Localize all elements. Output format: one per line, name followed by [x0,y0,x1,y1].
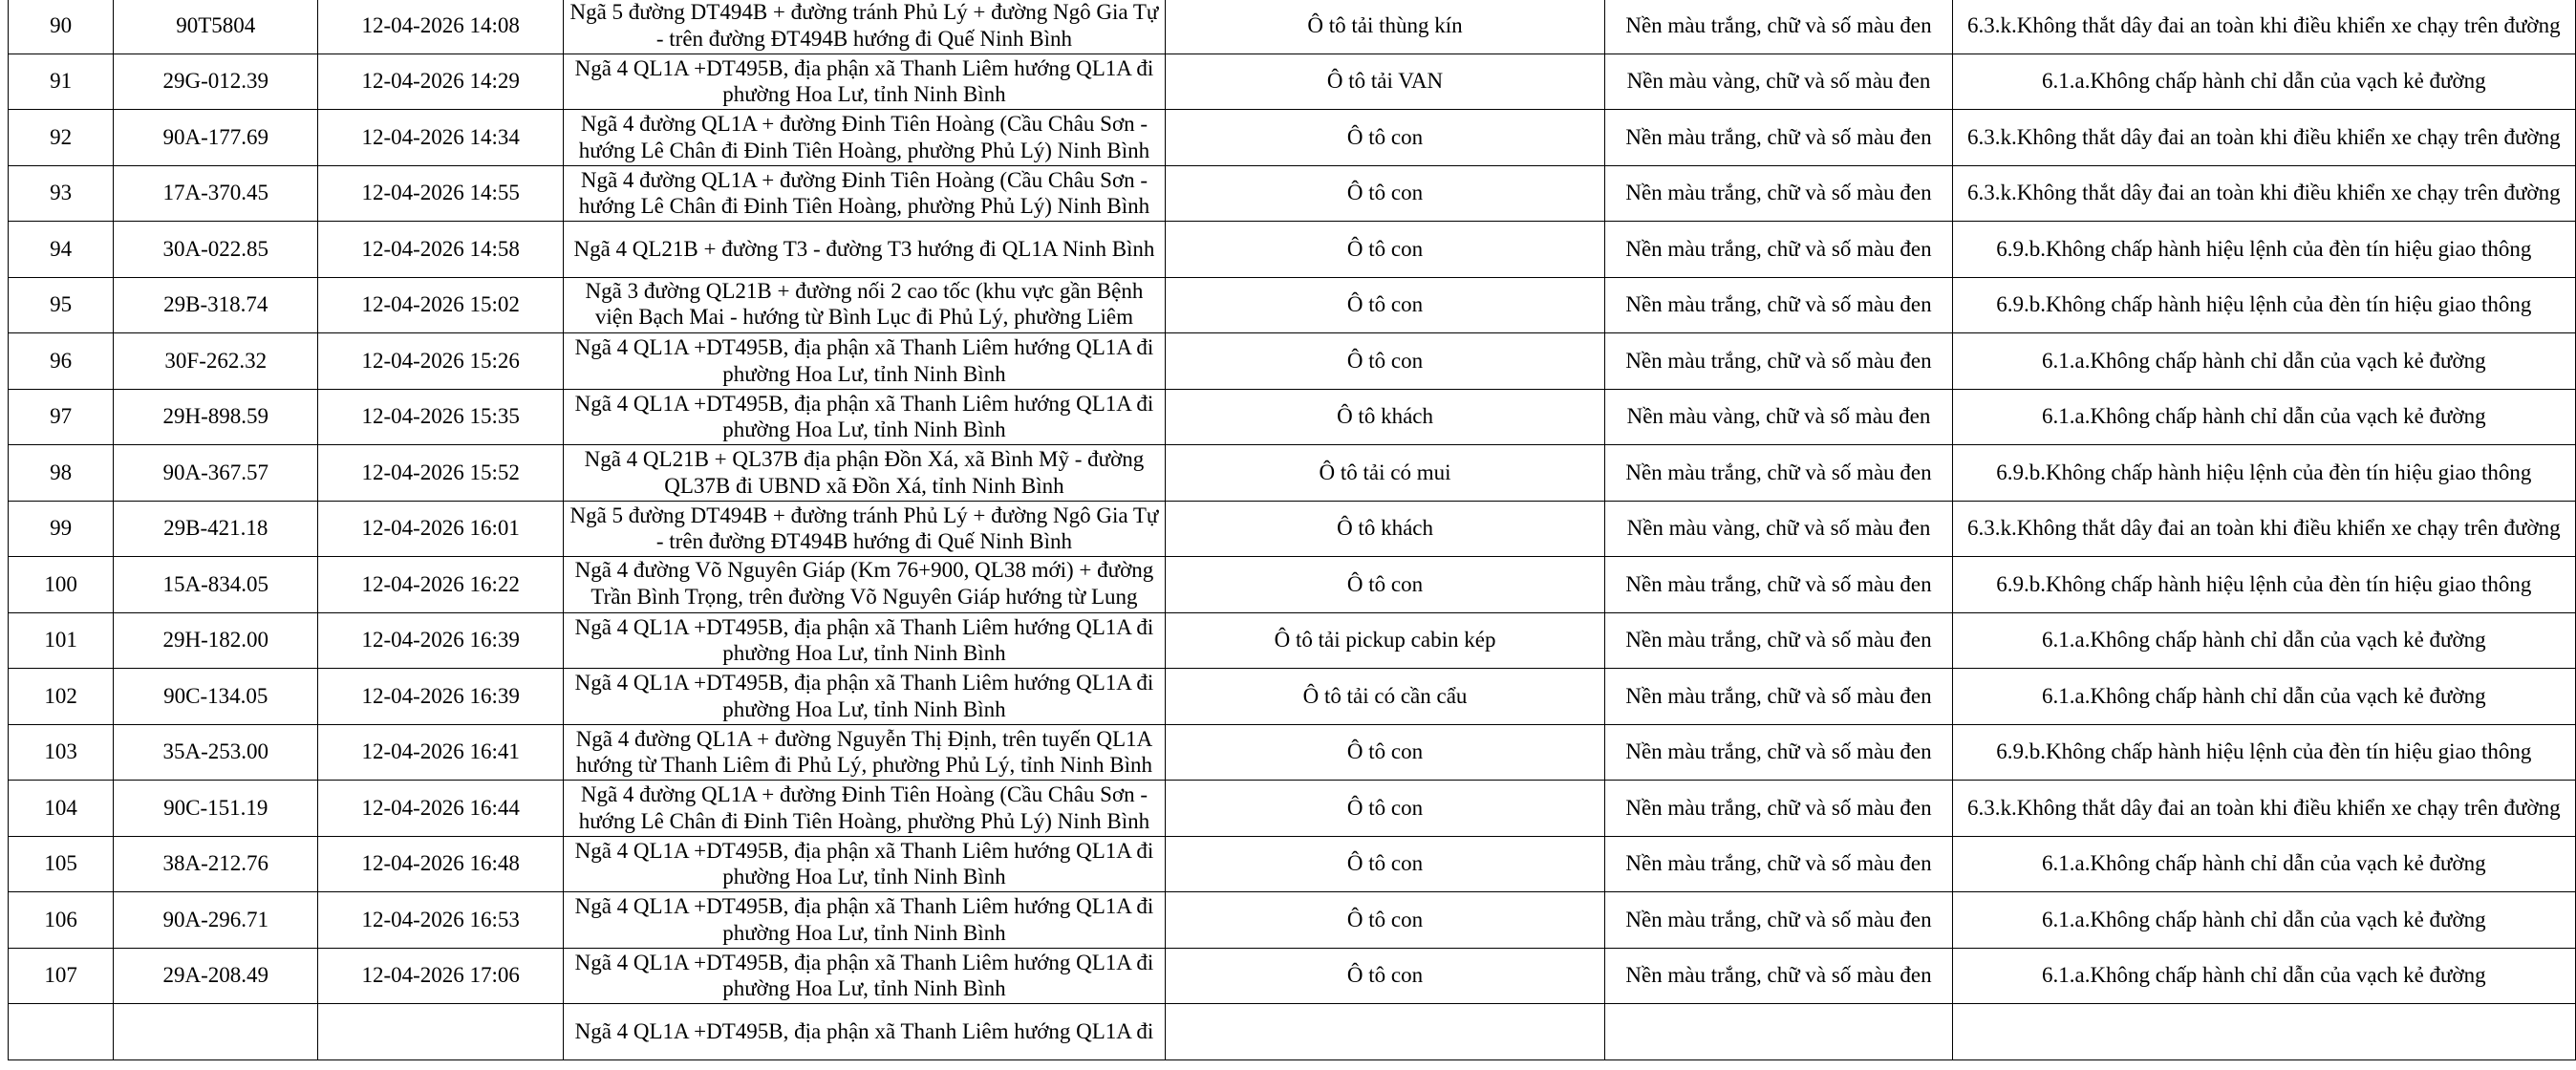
location-cell [564,389,1166,445]
vehicle-type-cell-text: Ô tô tải VAN [1326,69,1444,94]
vehicle-type-cell-text: Ô tô tải thùng kín [1307,12,1463,37]
violation-table [8,0,2576,1060]
location-cell-text: Ngã 4 QL1A +DT495B, địa phận xã Thanh Liêm hướng QL1A đi phường Hoa Lư, tỉnh Ninh Bình [574,391,1154,442]
license-plate-cell-text: 17A-370.45 [162,181,269,205]
row-number-cell-text: 107 [44,963,77,988]
violation-time-cell-text: 12-04-2026 16:39 [361,683,520,708]
violation-cell [1952,612,2575,669]
vehicle-type-cell [1165,0,1605,54]
violation-cell-text: 6.1.a.Không chấp hành chỉ dẫn của vạch kẻ đường [2041,69,2486,94]
violation-cell [1952,445,2575,502]
location-cell [564,333,1166,390]
license-plate-cell-text: 29A-208.49 [162,963,269,988]
vehicle-type-cell-text: Ô tô con [1346,124,1424,149]
violation-cell-text: 6.1.a.Không chấp hành chỉ dẫn của vạch kẻ đường [2041,851,2486,876]
violation-time-cell-text: 12-04-2026 16:22 [361,571,520,596]
violation-cell-text: 6.1.a.Không chấp hành chỉ dẫn của vạch kẻ đường [2041,348,2486,373]
row-number-cell-text: 96 [50,348,73,373]
location-cell [564,501,1166,557]
violation-cell [1952,781,2575,837]
plate-color-cell-text: Nền màu trắng, chữ và số màu đen [1625,236,1932,261]
violation-cell [1952,724,2575,781]
violation-time-cell [318,836,564,892]
row-number-cell [9,445,114,502]
violation-time-cell-text: 12-04-2026 14:29 [361,69,520,94]
plate-color-cell-text: Nền màu trắng, chữ và số màu đen [1625,963,1932,988]
table-row [9,110,2576,166]
table-row [9,836,2576,892]
license-plate-cell-text: 90A-367.57 [162,460,269,484]
location-cell-text: Ngã 3 đường QL21B + đường nối 2 cao tốc (khu vực gần Bệnh viện Bạch Mai - hướng từ Bình Lục đi Phủ Lý, phường Liêm [585,278,1144,330]
license-plate-cell [114,333,318,390]
table-row [9,0,2576,54]
row-number-cell [9,222,114,278]
plate-color-cell-text: Nền màu trắng, chữ và số màu đen [1625,348,1932,373]
table-row [9,222,2576,278]
violation-cell [1952,1004,2575,1060]
row-number-cell-text: 92 [50,124,73,149]
row-number-cell [9,389,114,445]
location-cell [564,277,1166,333]
location-cell [564,557,1166,613]
plate-color-cell [1605,781,1952,837]
row-number-cell-text: 106 [44,907,77,931]
plate-color-cell-text: Nền màu trắng, chữ và số màu đen [1625,907,1932,931]
row-number-cell-text: 99 [50,516,73,541]
plate-color-cell-text: Nền màu trắng, chữ và số màu đen [1625,851,1932,876]
violation-cell-text: 6.9.b.Không chấp hành hiệu lệnh của đèn tín hiệu giao thông [1996,739,2532,764]
violation-cell [1952,557,2575,613]
violation-cell [1952,110,2575,166]
row-number-cell-text: 98 [50,460,73,484]
table-row [9,948,2576,1004]
violation-cell-text: 6.1.a.Không chấp hành chỉ dẫn của vạch kẻ đường [2041,907,2486,931]
license-plate-cell-text: 30F-262.32 [164,348,268,373]
violation-cell-text: 6.3.k.Không thắt dây đai an toàn khi điều khiển xe chạy trên đường [1967,795,2561,820]
plate-color-cell [1605,836,1952,892]
location-cell-text: Ngã 4 QL21B + đường T3 - đường T3 hướng đi QL1A Ninh Bình [573,236,1155,261]
table-row [9,445,2576,502]
violation-cell [1952,222,2575,278]
plate-color-cell [1605,557,1952,613]
location-cell-text: Ngã 4 QL1A +DT495B, địa phận xã Thanh Liêm hướng QL1A đi phường Hoa Lư, tỉnh Ninh Bình [574,335,1154,386]
violation-time-cell [318,892,564,949]
violation-cell [1952,892,2575,949]
license-plate-cell [114,54,318,110]
row-number-cell-text: 91 [50,69,73,94]
plate-color-cell [1605,165,1952,222]
vehicle-type-cell [1165,781,1605,837]
vehicle-type-cell-text: Ô tô con [1346,236,1424,261]
violation-cell [1952,501,2575,557]
plate-color-cell-text: Nền màu vàng, chữ và số màu đen [1626,404,1931,429]
row-number-cell [9,892,114,949]
plate-color-cell [1605,669,1952,725]
row-number-cell-text: 103 [44,739,77,764]
vehicle-type-cell-text: Ô tô con [1346,963,1424,988]
plate-color-cell-text: Nền màu trắng, chữ và số màu đen [1625,571,1932,596]
license-plate-cell [114,110,318,166]
row-number-cell [9,1004,114,1060]
table-row [9,501,2576,557]
location-cell-text: Ngã 5 đường DT494B + đường tránh Phủ Lý + đường Ngô Gia Tự - trên đường ĐT494B hướng đi Quế Ninh Bình [569,503,1159,554]
row-number-cell [9,110,114,166]
license-plate-cell-text: 29B-318.74 [163,292,268,317]
row-number-cell [9,836,114,892]
license-plate-cell-text: 90C-134.05 [163,683,268,708]
table-row [9,781,2576,837]
location-cell [564,724,1166,781]
plate-color-cell-text: Nền màu vàng, chữ và số màu đen [1626,516,1931,541]
license-plate-cell [114,445,318,502]
violation-time-cell-text: 12-04-2026 16:44 [361,795,520,820]
violation-time-cell [318,501,564,557]
location-cell [564,222,1166,278]
violation-cell [1952,277,2575,333]
vehicle-type-cell [1165,501,1605,557]
vehicle-type-cell [1165,612,1605,669]
license-plate-cell [114,781,318,837]
vehicle-type-cell-text: Ô tô con [1346,181,1424,205]
table-row [9,669,2576,725]
license-plate-cell [114,165,318,222]
license-plate-cell-text: 90A-296.71 [162,907,269,931]
violation-time-cell [318,54,564,110]
row-number-cell [9,557,114,613]
row-number-cell [9,54,114,110]
violation-cell [1952,0,2575,54]
vehicle-type-cell [1165,222,1605,278]
row-number-cell-text: 105 [44,851,77,876]
vehicle-type-cell-text: Ô tô con [1346,907,1424,931]
row-number-cell [9,781,114,837]
plate-color-cell [1605,222,1952,278]
violation-cell-text: 6.3.k.Không thắt dây đai an toàn khi điều khiển xe chạy trên đường [1967,12,2561,37]
row-number-cell [9,948,114,1004]
row-number-cell-text: 102 [44,683,77,708]
vehicle-type-cell [1165,557,1605,613]
violation-time-cell-text: 12-04-2026 14:58 [361,236,520,261]
violation-time-cell-text: 12-04-2026 16:48 [361,851,520,876]
violation-time-cell [318,445,564,502]
vehicle-type-cell [1165,836,1605,892]
location-cell-text: Ngã 4 QL1A +DT495B, địa phận xã Thanh Liêm hướng QL1A đi phường Hoa Lư, tỉnh Ninh Bình [574,55,1154,107]
violation-time-cell-text: 12-04-2026 14:34 [361,124,520,149]
location-cell [564,781,1166,837]
license-plate-cell-text: 29G-012.39 [162,69,269,94]
vehicle-type-cell-text: Ô tô khách [1337,516,1433,541]
vehicle-type-cell-text: Ô tô con [1346,348,1424,373]
vehicle-type-cell [1165,724,1605,781]
location-cell [564,110,1166,166]
violation-time-cell-text: 12-04-2026 14:55 [361,181,520,205]
row-number-cell [9,612,114,669]
violation-time-cell [318,333,564,390]
vehicle-type-cell-text: Ô tô con [1346,851,1424,876]
vehicle-type-cell-text: Ô tô tải có cần cẩu [1302,683,1468,708]
vehicle-type-cell-text: Ô tô con [1346,571,1424,596]
violation-cell [1952,389,2575,445]
plate-color-cell [1605,0,1952,54]
license-plate-cell [114,0,318,54]
vehicle-type-cell [1165,669,1605,725]
location-cell [564,54,1166,110]
violation-time-cell [318,110,564,166]
vehicle-type-cell [1165,165,1605,222]
vehicle-type-cell-text: Ô tô tải pickup cabin kép [1274,628,1496,653]
plate-color-cell-text: Nền màu trắng, chữ và số màu đen [1625,795,1932,820]
row-number-cell-text: 104 [44,795,77,820]
license-plate-cell-text: 29H-182.00 [162,628,269,653]
violation-time-cell-text: 12-04-2026 15:52 [361,460,520,484]
row-number-cell [9,0,114,54]
location-cell-text: Ngã 4 QL1A +DT495B, địa phận xã Thanh Liêm hướng QL1A đi phường Hoa Lư, tỉnh Ninh Bình [574,894,1154,945]
plate-color-cell-text: Nền màu trắng, chữ và số màu đen [1625,683,1932,708]
location-cell-text: Ngã 4 đường QL1A + đường Đinh Tiên Hoàng (Cầu Châu Sơn - hướng Lê Chân đi Đinh Tiên Hoàng, phường Phủ Lý) Ninh Bình [578,112,1150,162]
vehicle-type-cell [1165,389,1605,445]
license-plate-cell-text: 15A-834.05 [162,571,269,596]
violation-time-cell-text: 12-04-2026 15:26 [361,348,520,373]
vehicle-type-cell [1165,110,1605,166]
violation-time-cell-text: 12-04-2026 16:41 [361,739,520,764]
violation-time-cell [318,222,564,278]
table-row [9,389,2576,445]
vehicle-type-cell-text: Ô tô khách [1337,404,1433,429]
violation-cell-text: 6.3.k.Không thắt dây đai an toàn khi điều khiển xe chạy trên đường [1967,181,2561,205]
violation-cell [1952,669,2575,725]
plate-color-cell [1605,389,1952,445]
row-number-cell [9,333,114,390]
plate-color-cell [1605,445,1952,502]
vehicle-type-cell-text: Ô tô con [1346,795,1424,820]
table-row [9,892,2576,949]
violation-cell [1952,948,2575,1004]
row-number-cell [9,277,114,333]
plate-color-cell [1605,501,1952,557]
location-cell [564,669,1166,725]
location-cell [564,948,1166,1004]
violation-cell-text: 6.9.b.Không chấp hành hiệu lệnh của đèn tín hiệu giao thông [1996,460,2532,484]
table-row [9,612,2576,669]
violation-cell-text: 6.9.b.Không chấp hành hiệu lệnh của đèn tín hiệu giao thông [1996,571,2532,596]
plate-color-cell [1605,1004,1952,1060]
vehicle-type-cell [1165,948,1605,1004]
license-plate-cell-text: 90C-151.19 [163,795,268,820]
violation-cell-text: 6.9.b.Không chấp hành hiệu lệnh của đèn tín hiệu giao thông [1996,236,2532,261]
license-plate-cell [114,222,318,278]
location-cell-text: Ngã 4 đường QL1A + đường Nguyễn Thị Định, trên tuyến QL1A hướng từ Thanh Liêm đi Phủ Lý, phường Phủ Lý, tỉnh Ninh Bình [575,726,1153,778]
vehicle-type-cell [1165,1004,1605,1060]
row-number-cell-text: 90 [50,12,73,37]
vehicle-type-cell-text: Ô tô tải có mui [1319,460,1451,484]
violation-cell-text: 6.3.k.Không thắt dây đai an toàn khi điều khiển xe chạy trên đường [1967,516,2561,541]
violation-time-cell-text: 12-04-2026 16:39 [361,628,520,653]
violation-time-cell [318,948,564,1004]
location-cell-text: Ngã 4 đường QL1A + đường Đinh Tiên Hoàng (Cầu Châu Sơn - hướng Lê Chân đi Đinh Tiên Hoàng, phường Phủ Lý) Ninh Bình [578,782,1150,833]
vehicle-type-cell [1165,54,1605,110]
plate-color-cell [1605,333,1952,390]
license-plate-cell-text: 29B-421.18 [163,516,268,541]
location-cell [564,445,1166,502]
license-plate-cell [114,612,318,669]
plate-color-cell-text: Nền màu trắng, chữ và số màu đen [1625,292,1932,317]
location-cell-text: Ngã 5 đường DT494B + đường tránh Phủ Lý + đường Ngô Gia Tự - trên đường ĐT494B hướng đi Quế Ninh Bình [569,0,1159,51]
violation-cell-text: 6.3.k.Không thắt dây đai an toàn khi điều khiển xe chạy trên đường [1967,124,2561,149]
row-number-cell-text: 95 [50,292,73,317]
violation-time-cell [318,389,564,445]
plate-color-cell [1605,612,1952,669]
violation-cell-text: 6.9.b.Không chấp hành hiệu lệnh của đèn tín hiệu giao thông [1996,292,2532,317]
license-plate-cell [114,501,318,557]
location-cell [564,1004,1166,1060]
violation-time-cell-text: 12-04-2026 16:53 [361,907,520,931]
location-cell-text: Ngã 4 QL1A +DT495B, địa phận xã Thanh Liêm hướng QL1A đi phường Hoa Lư, tỉnh Ninh Bình [574,950,1154,1001]
vehicle-type-cell-text: Ô tô con [1346,292,1424,317]
violation-time-cell-text: 12-04-2026 15:02 [361,292,520,317]
plate-color-cell [1605,892,1952,949]
location-cell-text: Ngã 4 đường QL1A + đường Đinh Tiên Hoàng (Cầu Châu Sơn - hướng Lê Chân đi Đinh Tiên Hoàng, phường Phủ Lý) Ninh Bình [578,167,1150,219]
row-number-cell-text: 97 [50,404,73,429]
table-row [9,277,2576,333]
plate-color-cell-text: Nền màu trắng, chữ và số màu đen [1625,181,1932,205]
violation-cell [1952,165,2575,222]
plate-color-cell [1605,724,1952,781]
location-cell [564,0,1166,54]
license-plate-cell [114,836,318,892]
plate-color-cell-text: Nền màu vàng, chữ và số màu đen [1626,69,1931,94]
row-number-cell [9,669,114,725]
plate-color-cell [1605,948,1952,1004]
violation-time-cell [318,781,564,837]
table-row [9,724,2576,781]
table-row [9,54,2576,110]
license-plate-cell [114,557,318,613]
violation-cell-text: 6.1.a.Không chấp hành chỉ dẫn của vạch kẻ đường [2041,683,2486,708]
violation-cell-text: 6.1.a.Không chấp hành chỉ dẫn của vạch kẻ đường [2041,404,2486,429]
row-number-cell-text: 94 [50,236,73,261]
row-number-cell-text: 93 [50,181,73,205]
table-row [9,333,2576,390]
license-plate-cell [114,277,318,333]
location-cell [564,836,1166,892]
location-cell-text: Ngã 4 QL1A +DT495B, địa phận xã Thanh Liêm hướng QL1A đi [574,1018,1154,1043]
violation-cell-text: 6.1.a.Không chấp hành chỉ dẫn của vạch kẻ đường [2041,963,2486,988]
license-plate-cell-text: 90A-177.69 [162,124,269,149]
vehicle-type-cell [1165,892,1605,949]
violation-time-cell [318,165,564,222]
violation-time-cell-text: 12-04-2026 14:08 [361,12,520,37]
violation-time-cell [318,0,564,54]
location-cell-text: Ngã 4 QL21B + QL37B địa phận Đồn Xá, xã Bình Mỹ - đường QL37B đi UBND xã Đồn Xá, tỉnh Ninh Bình [584,447,1145,498]
vehicle-type-cell [1165,445,1605,502]
location-cell [564,612,1166,669]
plate-color-cell-text: Nền màu trắng, chữ và số màu đen [1625,460,1932,484]
violation-time-cell [318,612,564,669]
license-plate-cell-text: 35A-253.00 [162,739,269,764]
table-row [9,165,2576,222]
row-number-cell [9,724,114,781]
license-plate-cell-text: 38A-212.76 [162,851,269,876]
license-plate-cell-text: 90T5804 [176,12,256,37]
plate-color-cell-text: Nền màu trắng, chữ và số màu đen [1625,12,1932,37]
plate-color-cell [1605,54,1952,110]
violation-time-cell-text: 12-04-2026 17:06 [361,963,520,988]
vehicle-type-cell-text: Ô tô con [1346,739,1424,764]
location-cell [564,165,1166,222]
violation-cell [1952,54,2575,110]
location-cell-text: Ngã 4 QL1A +DT495B, địa phận xã Thanh Liêm hướng QL1A đi phường Hoa Lư, tỉnh Ninh Bình [574,671,1154,721]
violation-cell-text: 6.1.a.Không chấp hành chỉ dẫn của vạch kẻ đường [2041,628,2486,653]
plate-color-cell-text: Nền màu trắng, chữ và số màu đen [1625,739,1932,764]
row-number-cell-text: 100 [44,571,77,596]
violation-time-cell [318,557,564,613]
plate-color-cell [1605,110,1952,166]
violation-cell [1952,836,2575,892]
violation-time-cell [318,1004,564,1060]
location-cell-text: Ngã 4 QL1A +DT495B, địa phận xã Thanh Liêm hướng QL1A đi phường Hoa Lư, tỉnh Ninh Bình [574,838,1154,889]
plate-color-cell-text: Nền màu trắng, chữ và số màu đen [1625,124,1932,149]
violation-time-cell-text: 12-04-2026 16:01 [361,516,520,541]
row-number-cell [9,165,114,222]
violation-cell [1952,333,2575,390]
violation-time-cell [318,724,564,781]
plate-color-cell-text: Nền màu trắng, chữ và số màu đen [1625,628,1932,653]
license-plate-cell-text: 29H-898.59 [162,404,269,429]
license-plate-cell [114,1004,318,1060]
license-plate-cell-text: 30A-022.85 [162,236,269,261]
table-row [9,557,2576,613]
vehicle-type-cell [1165,333,1605,390]
location-cell-text: Ngã 4 đường Võ Nguyên Giáp (Km 76+900, QL38 mới) + đường Trần Bình Trọng, trên đường Võ Nguyên Giáp hướng từ Lung [574,558,1154,609]
row-number-cell [9,501,114,557]
row-number-cell-text: 101 [44,628,77,653]
license-plate-cell [114,892,318,949]
table-row [9,1004,2576,1060]
license-plate-cell [114,948,318,1004]
license-plate-cell [114,724,318,781]
plate-color-cell [1605,277,1952,333]
vehicle-type-cell [1165,277,1605,333]
violation-time-cell [318,669,564,725]
violation-time-cell-text: 12-04-2026 15:35 [361,404,520,429]
license-plate-cell [114,389,318,445]
location-cell-text: Ngã 4 QL1A +DT495B, địa phận xã Thanh Liêm hướng QL1A đi phường Hoa Lư, tỉnh Ninh Bình [574,614,1154,666]
violation-time-cell [318,277,564,333]
license-plate-cell [114,669,318,725]
location-cell [564,892,1166,949]
